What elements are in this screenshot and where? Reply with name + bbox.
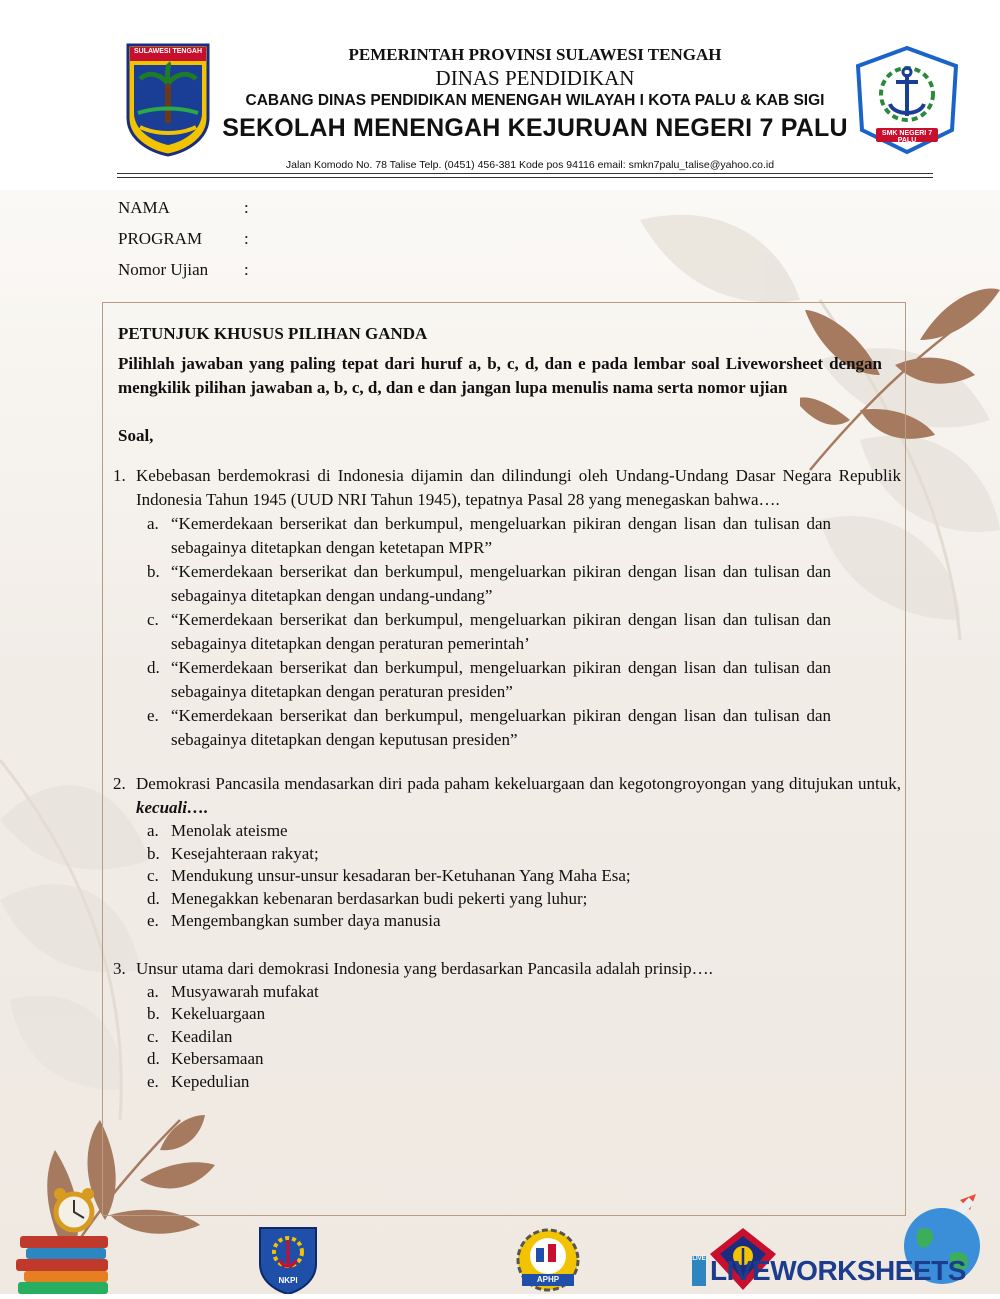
letterhead-school-name: SEKOLAH MENENGAH KEJURUAN NEGERI 7 PALU bbox=[222, 114, 848, 142]
question-1-option-d[interactable] bbox=[147, 656, 831, 704]
option-letter: e. bbox=[147, 911, 159, 930]
nkpi-logo bbox=[256, 1224, 320, 1294]
option-letter: e. bbox=[147, 1071, 159, 1091]
option-letter: b. bbox=[147, 843, 160, 863]
option-text: Keadilan bbox=[171, 1026, 233, 1046]
letterhead-government: PEMERINTAH PROVINSI SULAWESI TENGAH bbox=[348, 45, 722, 64]
option-text: Kepedulian bbox=[171, 1071, 250, 1091]
option-text: Kekeluargaan bbox=[171, 1004, 266, 1023]
option-letter: a. bbox=[147, 514, 159, 533]
option-letter: d. bbox=[147, 1049, 160, 1068]
letterhead-department: DINAS PENDIDIKAN bbox=[435, 66, 635, 90]
option-text: “Kemerdekaan berserikat dan berkumpul, mengeluarkan pikiran dengan lisan dan tulisan dan sebagainya ditetapkan dengan peraturan presiden” bbox=[171, 658, 831, 701]
question-2-number: 2. bbox=[113, 774, 126, 793]
option-text: Mendukung unsur-unsur kesadaran ber-Ketuhanan Yang Maha Esa; bbox=[171, 866, 631, 885]
question-3-option-b[interactable] bbox=[147, 1003, 831, 1026]
question-3-option-a[interactable] bbox=[147, 981, 831, 1004]
field-name-label: NAMA bbox=[118, 198, 170, 217]
field-exam-number-colon: : bbox=[244, 260, 249, 279]
letterhead-branch: CABANG DINAS PENDIDIKAN MENENGAH WILAYAH I KOTA PALU & KAB SIGI bbox=[245, 92, 825, 109]
field-program bbox=[118, 229, 249, 249]
school-logo-text: SMK NEGERI 7 PALU bbox=[881, 130, 933, 144]
liveworksheets-badge: LIVE bbox=[692, 1256, 706, 1286]
question-3-options bbox=[113, 981, 901, 1094]
question-2-option-b[interactable] bbox=[147, 843, 831, 866]
instructions-title: PETUNJUK KHUSUS PILIHAN GANDA bbox=[118, 324, 428, 343]
question-3-option-d[interactable] bbox=[147, 1048, 831, 1071]
option-text: Musyawarah mufakat bbox=[171, 981, 319, 1001]
question-1 bbox=[113, 464, 901, 752]
letterhead-address: Jalan Komodo No. 78 Talise Telp. (0451) 456-381 Kode pos 94116 email: smkn7palu_talise@yahoo.co.id bbox=[285, 159, 775, 171]
aphp-logo bbox=[508, 1226, 588, 1292]
school-logo bbox=[852, 44, 962, 156]
field-exam-number bbox=[118, 260, 249, 280]
question-1-option-a[interactable] bbox=[147, 512, 831, 560]
question-2-option-e[interactable] bbox=[147, 910, 831, 933]
option-letter: e. bbox=[147, 706, 159, 725]
option-text: Kesejahteraan rakyat; bbox=[171, 843, 319, 863]
option-text: “Kemerdekaan berserikat dan berkumpul, mengeluarkan pikiran dengan lisan dan tulisan dan sebagainya ditetapkan dengan undang-undang” bbox=[171, 562, 831, 605]
question-3 bbox=[113, 957, 901, 1094]
nkpi-logo-text: NKPI bbox=[278, 1276, 298, 1285]
question-2 bbox=[113, 772, 901, 933]
question-1-options bbox=[113, 512, 901, 752]
aphp-logo-text: APHP bbox=[536, 1275, 560, 1284]
question-3-text: Unsur utama dari demokrasi Indonesia yang berdasarkan Pancasila adalah prinsip…. bbox=[136, 958, 713, 978]
question-1-number: 1. bbox=[113, 466, 126, 485]
option-text: “Kemerdekaan berserikat dan berkumpul, mengeluarkan pikiran dengan lisan dan tulisan dan sebagainya ditetapkan dengan peraturan pemerintah’ bbox=[171, 610, 831, 653]
option-text: Mengembangkan sumber daya manusia bbox=[171, 911, 441, 930]
question-3-option-c[interactable] bbox=[147, 1026, 831, 1049]
field-program-label: PROGRAM bbox=[118, 229, 203, 248]
question-1-text: Kebebasan berdemokrasi di Indonesia dijamin dan dilindungi oleh Undang-Undang Dasar Negara Republik Indonesia Tahun 1945 (UUD NRI Tahun 1945), tepatnya Pasal 28 yang menegaskan bahwa…. bbox=[136, 466, 901, 509]
letterhead-divider bbox=[117, 173, 933, 174]
option-text: Kebersamaan bbox=[171, 1049, 264, 1068]
field-program-colon: : bbox=[244, 229, 249, 248]
question-2-text: Demokrasi Pancasila mendasarkan diri pada paham kekeluargaan dan kegotongroyongan yang ditujukan untuk, bbox=[136, 774, 901, 793]
question-1-option-b[interactable] bbox=[147, 560, 831, 608]
field-name-colon: : bbox=[244, 198, 249, 217]
question-2-option-c[interactable] bbox=[147, 865, 831, 888]
option-letter: a. bbox=[147, 821, 159, 840]
option-letter: b. bbox=[147, 1004, 160, 1023]
option-letter: d. bbox=[147, 658, 160, 677]
question-2-options bbox=[113, 820, 901, 933]
question-2-option-a[interactable] bbox=[147, 820, 831, 843]
option-text: Menolak ateisme bbox=[171, 821, 288, 840]
provincial-emblem-logo bbox=[126, 43, 210, 157]
option-letter: c. bbox=[147, 1026, 159, 1046]
questions-heading: Soal, bbox=[118, 426, 154, 445]
letterhead-divider-second bbox=[117, 177, 933, 178]
option-letter: c. bbox=[147, 866, 159, 885]
option-letter: c. bbox=[147, 610, 159, 629]
instructions-body: Pilihlah jawaban yang paling tepat dari huruf a, b, c, d, dan e pada lembar soal Liveworsheet dengan mengkilik pilihan jawaban a, b, c, d, dan e dan jangan lupa menulis nama serta nomor ujian bbox=[118, 354, 882, 397]
question-2-emphasis: kecuali…. bbox=[136, 798, 209, 817]
field-name bbox=[118, 198, 249, 218]
question-2-option-d[interactable] bbox=[147, 888, 831, 911]
field-exam-number-label: Nomor Ujian bbox=[118, 260, 209, 279]
liveworksheets-brand[interactable] bbox=[692, 1254, 992, 1288]
question-content bbox=[113, 322, 901, 1093]
liveworksheets-wordmark: LIVEWORKSHEETS bbox=[710, 1255, 966, 1286]
option-letter: b. bbox=[147, 562, 160, 581]
option-text: Menegakkan kebenaran berdasarkan budi pekerti yang luhur; bbox=[171, 888, 588, 908]
question-3-option-e[interactable] bbox=[147, 1071, 831, 1094]
option-text: “Kemerdekaan berserikat dan berkumpul, mengeluarkan pikiran dengan lisan dan tulisan dan sebagainya ditetapkan dengan ketetapan MPR” bbox=[171, 514, 831, 557]
books-and-clock-icon bbox=[12, 1184, 122, 1294]
question-1-option-c[interactable] bbox=[147, 608, 831, 656]
option-letter: d. bbox=[147, 888, 160, 908]
provincial-emblem-text: SULAWESI TENGAH bbox=[133, 48, 203, 55]
question-3-number: 3. bbox=[113, 958, 126, 978]
option-text: “Kemerdekaan berserikat dan berkumpul, mengeluarkan pikiran dengan lisan dan tulisan dan sebagainya ditetapkan dengan keputusan presiden” bbox=[171, 706, 831, 749]
letterhead bbox=[215, 44, 855, 144]
option-letter: a. bbox=[147, 981, 159, 1001]
question-1-option-e[interactable] bbox=[147, 704, 831, 752]
